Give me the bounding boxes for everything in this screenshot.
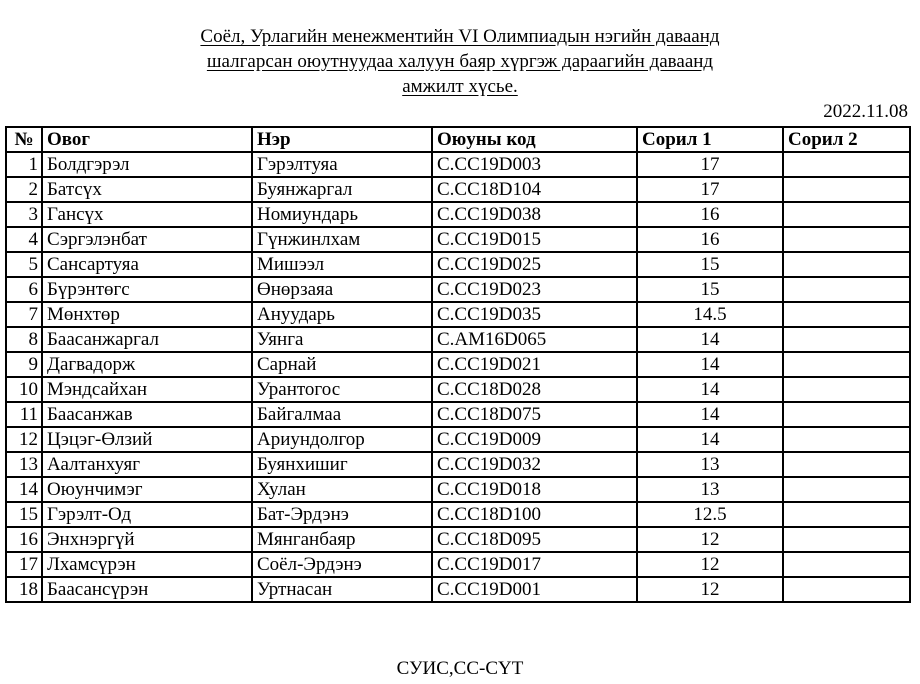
cell-surname: Оюунчимэг	[42, 477, 252, 502]
cell-number: 17	[6, 552, 42, 577]
cell-surname: Батсүх	[42, 177, 252, 202]
table-row	[6, 352, 910, 377]
cell-given-name: Номиундарь	[252, 202, 432, 227]
cell-test-2	[783, 202, 910, 227]
cell-test-2	[783, 327, 910, 352]
cell-given-name: Буянхишиг	[252, 452, 432, 477]
cell-surname: Сансартуяа	[42, 252, 252, 277]
cell-surname: Мэндсайхан	[42, 377, 252, 402]
table-row	[6, 552, 910, 577]
title-line-2: шалгарсан оюутнуудаа халуун баяр хүргэж дараагийн даваанд	[206, 51, 714, 72]
cell-number: 11	[6, 402, 42, 427]
cell-given-name: Байгалмаа	[252, 402, 432, 427]
cell-test-1: 13	[637, 477, 783, 502]
cell-student-code: C.CC18D100	[432, 502, 637, 527]
cell-test-1: 14	[637, 427, 783, 452]
cell-test-1: 12.5	[637, 502, 783, 527]
table-row	[6, 252, 910, 277]
cell-number: 12	[6, 427, 42, 452]
table-row	[6, 377, 910, 402]
cell-given-name: Буянжаргал	[252, 177, 432, 202]
cell-given-name: Мишээл	[252, 252, 432, 277]
cell-test-2	[783, 427, 910, 452]
cell-student-code: C.CC18D095	[432, 527, 637, 552]
cell-test-2	[783, 252, 910, 277]
header-test-2: Сорил 2	[783, 127, 910, 152]
cell-surname: Гансүх	[42, 202, 252, 227]
table-row	[6, 327, 910, 352]
cell-test-2	[783, 152, 910, 177]
header-number: №	[6, 127, 42, 152]
cell-test-2	[783, 402, 910, 427]
table-row	[6, 277, 910, 302]
cell-test-1: 14	[637, 377, 783, 402]
footer-signature: СУИС,СС-СҮТ	[396, 658, 524, 679]
cell-test-2	[783, 352, 910, 377]
cell-test-2	[783, 277, 910, 302]
cell-student-code: C.CC19D032	[432, 452, 637, 477]
cell-surname: Сэргэлэнбат	[42, 227, 252, 252]
title-line-3: амжилт хүсье.	[402, 76, 518, 97]
cell-student-code: C.CC19D003	[432, 152, 637, 177]
table-row	[6, 452, 910, 477]
table-row	[6, 302, 910, 327]
cell-student-code: C.AM16D065	[432, 327, 637, 352]
cell-test-1: 16	[637, 227, 783, 252]
header-given-name: Нэр	[252, 127, 432, 152]
table-row	[6, 202, 910, 227]
document-date: 2022.11.08	[823, 101, 908, 122]
cell-number: 8	[6, 327, 42, 352]
cell-number: 13	[6, 452, 42, 477]
cell-number: 7	[6, 302, 42, 327]
table-body	[6, 152, 910, 602]
cell-number: 15	[6, 502, 42, 527]
cell-test-1: 14	[637, 352, 783, 377]
cell-number: 9	[6, 352, 42, 377]
cell-test-2	[783, 177, 910, 202]
cell-test-1: 17	[637, 177, 783, 202]
cell-surname: Энхнэргүй	[42, 527, 252, 552]
cell-given-name: Хулан	[252, 477, 432, 502]
cell-test-1: 13	[637, 452, 783, 477]
cell-given-name: Соёл-Эрдэнэ	[252, 552, 432, 577]
cell-test-2	[783, 502, 910, 527]
cell-given-name: Өнөрзаяа	[252, 277, 432, 302]
table-row	[6, 577, 910, 602]
table-row	[6, 402, 910, 427]
cell-test-2	[783, 577, 910, 602]
cell-test-1: 14.5	[637, 302, 783, 327]
header-surname: Овог	[42, 127, 252, 152]
table-row	[6, 477, 910, 502]
table-row	[6, 502, 910, 527]
title-line-1: Соёл, Урлагийн менежментийн VI Олимпиадын нэгийн даваанд	[200, 26, 720, 47]
cell-number: 6	[6, 277, 42, 302]
cell-test-1: 15	[637, 252, 783, 277]
cell-surname: Цэцэг-Өлзий	[42, 427, 252, 452]
header-test-1: Сорил 1	[637, 127, 783, 152]
cell-student-code: C.CC19D038	[432, 202, 637, 227]
cell-given-name: Бат-Эрдэнэ	[252, 502, 432, 527]
cell-student-code: C.CC19D023	[432, 277, 637, 302]
cell-student-code: C.CC19D009	[432, 427, 637, 452]
cell-student-code: C.CC18D104	[432, 177, 637, 202]
cell-student-code: C.CC19D017	[432, 552, 637, 577]
table-row	[6, 152, 910, 177]
table-row	[6, 227, 910, 252]
cell-surname: Лхамсүрэн	[42, 552, 252, 577]
cell-student-code: C.CC18D075	[432, 402, 637, 427]
cell-given-name: Уртнасан	[252, 577, 432, 602]
cell-given-name: Ариундолгор	[252, 427, 432, 452]
cell-surname: Болдгэрэл	[42, 152, 252, 177]
cell-given-name: Сарнай	[252, 352, 432, 377]
cell-test-1: 17	[637, 152, 783, 177]
cell-test-2	[783, 527, 910, 552]
cell-student-code: C.CC19D018	[432, 477, 637, 502]
cell-test-2	[783, 477, 910, 502]
cell-given-name: Уянга	[252, 327, 432, 352]
announcement-title	[0, 24, 920, 99]
cell-student-code: C.CC19D001	[432, 577, 637, 602]
cell-number: 14	[6, 477, 42, 502]
cell-test-1: 16	[637, 202, 783, 227]
cell-number: 2	[6, 177, 42, 202]
cell-number: 10	[6, 377, 42, 402]
cell-student-code: C.CC19D015	[432, 227, 637, 252]
table-row	[6, 177, 910, 202]
results-table	[5, 126, 911, 603]
cell-surname: Баасанжаргал	[42, 327, 252, 352]
cell-surname: Баасанжав	[42, 402, 252, 427]
cell-surname: Бүрэнтөгс	[42, 277, 252, 302]
cell-given-name: Урантогос	[252, 377, 432, 402]
table-row	[6, 527, 910, 552]
table-header-row	[6, 127, 910, 152]
cell-surname: Аалтанхуяг	[42, 452, 252, 477]
cell-student-code: C.CC19D025	[432, 252, 637, 277]
cell-test-1: 12	[637, 552, 783, 577]
cell-given-name: Гэрэлтуяа	[252, 152, 432, 177]
cell-number: 4	[6, 227, 42, 252]
cell-test-1: 14	[637, 402, 783, 427]
table-row	[6, 427, 910, 452]
cell-surname: Мөнхтөр	[42, 302, 252, 327]
header-student-code: Оюуны код	[432, 127, 637, 152]
cell-test-2	[783, 227, 910, 252]
cell-student-code: C.CC19D021	[432, 352, 637, 377]
cell-student-code: C.CC18D028	[432, 377, 637, 402]
cell-test-2	[783, 552, 910, 577]
cell-test-1: 12	[637, 527, 783, 552]
cell-surname: Гэрэлт-Од	[42, 502, 252, 527]
cell-number: 5	[6, 252, 42, 277]
cell-given-name: Гүнжинлхам	[252, 227, 432, 252]
cell-number: 3	[6, 202, 42, 227]
cell-test-1: 15	[637, 277, 783, 302]
cell-given-name: Мянганбаяр	[252, 527, 432, 552]
cell-number: 1	[6, 152, 42, 177]
cell-surname: Баасансүрэн	[42, 577, 252, 602]
cell-test-2	[783, 377, 910, 402]
cell-number: 18	[6, 577, 42, 602]
cell-test-1: 14	[637, 327, 783, 352]
cell-test-2	[783, 452, 910, 477]
cell-surname: Дагвадорж	[42, 352, 252, 377]
cell-test-1: 12	[637, 577, 783, 602]
cell-student-code: C.CC19D035	[432, 302, 637, 327]
cell-number: 16	[6, 527, 42, 552]
cell-given-name: Ануударь	[252, 302, 432, 327]
cell-test-2	[783, 302, 910, 327]
